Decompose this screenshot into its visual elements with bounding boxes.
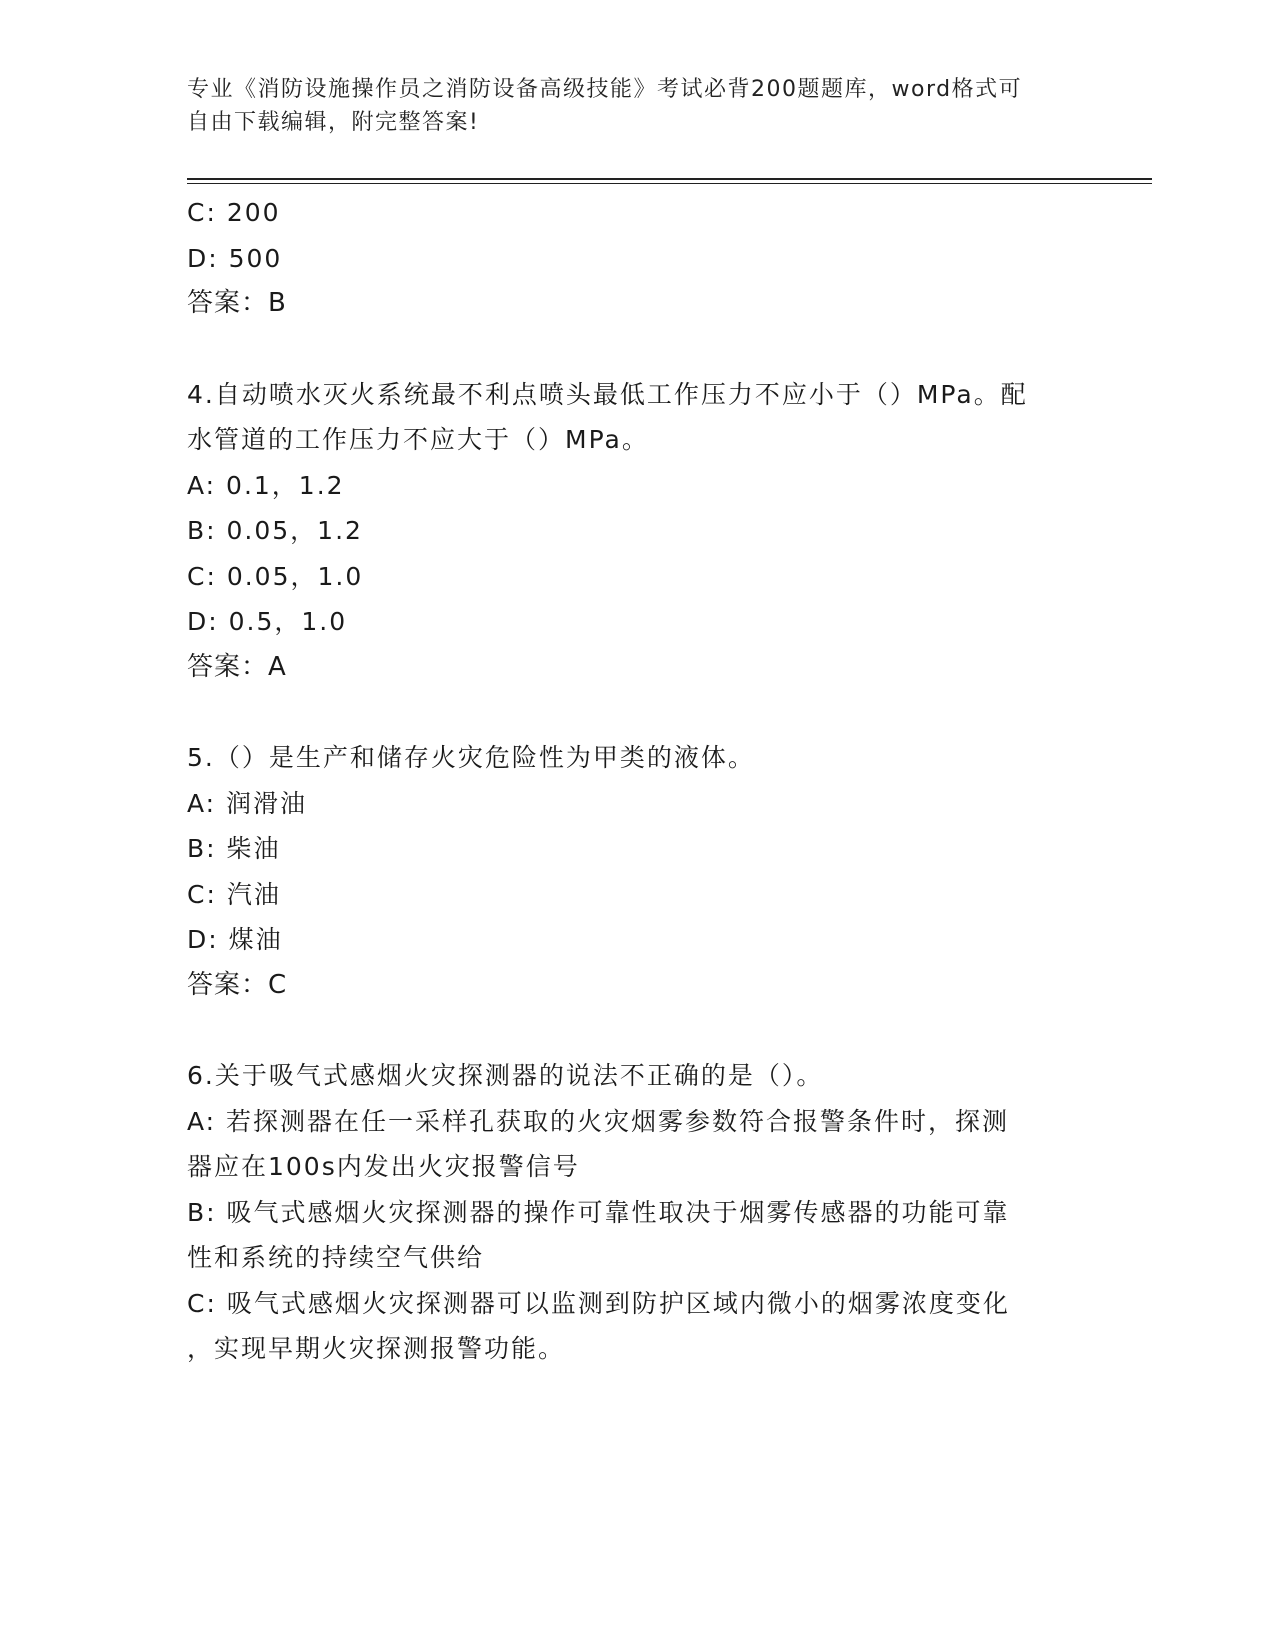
question-block-3-tail bbox=[187, 190, 1087, 327]
page-header bbox=[187, 73, 1087, 139]
option-a: A: 0.1，1.2 bbox=[187, 470, 345, 500]
question-block-4 bbox=[187, 372, 1087, 691]
answer-line: 答案：C bbox=[187, 969, 288, 1000]
option-b: B: 吸气式感烟火灾探测器的操作可靠性取决于烟雾传感器的功能可靠 bbox=[187, 1197, 1010, 1227]
option-a: A: 若探测器在任一采样孔获取的火灾烟雾参数符合报警条件时，探测 bbox=[187, 1106, 1010, 1136]
option-d: D: 煤油 bbox=[187, 925, 283, 954]
option-d: D: 0.5，1.0 bbox=[187, 607, 348, 636]
question-block-6 bbox=[187, 1053, 1087, 1372]
spacer bbox=[187, 327, 1087, 372]
spacer bbox=[187, 690, 1087, 735]
header-title-line2: 自由下载编辑，附完整答案! bbox=[187, 110, 480, 135]
question-text: 6.关于吸气式感烟火灾探测器的说法不正确的是（）。 bbox=[187, 1061, 824, 1090]
option-d: D: 500 bbox=[187, 243, 283, 273]
question-list bbox=[187, 190, 1087, 1372]
header-divider-thick bbox=[187, 178, 1152, 180]
option-c-cont: ，实现早期火灾探测报警功能。 bbox=[187, 1334, 566, 1363]
option-b: B: 0.05，1.2 bbox=[187, 516, 363, 545]
option-b: B: 柴油 bbox=[187, 834, 281, 863]
option-a-cont: 器应在100s内发出火灾报警信号 bbox=[187, 1152, 580, 1181]
question-text: 5.（）是生产和储存火灾危险性为甲类的液体。 bbox=[187, 743, 755, 772]
option-a: A: 润滑油 bbox=[187, 788, 308, 818]
header-title-line1: 专业《消防设施操作员之消防设备高级技能》考试必背200题题库，word格式可 bbox=[187, 77, 1023, 102]
question-text: 4.自动喷水灭火系统最不利点喷头最低工作压力不应小于（）MPa。配 bbox=[187, 379, 1028, 409]
question-block-5 bbox=[187, 735, 1087, 1008]
header-divider-thin bbox=[187, 183, 1152, 184]
option-c: C: 吸气式感烟火灾探测器可以监测到防护区域内微小的烟雾浓度变化 bbox=[187, 1288, 1010, 1318]
option-c: C: 汽油 bbox=[187, 879, 281, 909]
spacer bbox=[187, 1008, 1087, 1053]
option-c: C: 0.05，1.0 bbox=[187, 561, 364, 591]
answer-line: 答案：B bbox=[187, 288, 287, 318]
option-b-cont: 性和系统的持续空气供给 bbox=[187, 1243, 485, 1272]
option-c: C: 200 bbox=[187, 198, 281, 227]
question-text-cont: 水管道的工作压力不应大于（）MPa。 bbox=[187, 425, 649, 454]
answer-line: 答案：A bbox=[187, 651, 287, 682]
